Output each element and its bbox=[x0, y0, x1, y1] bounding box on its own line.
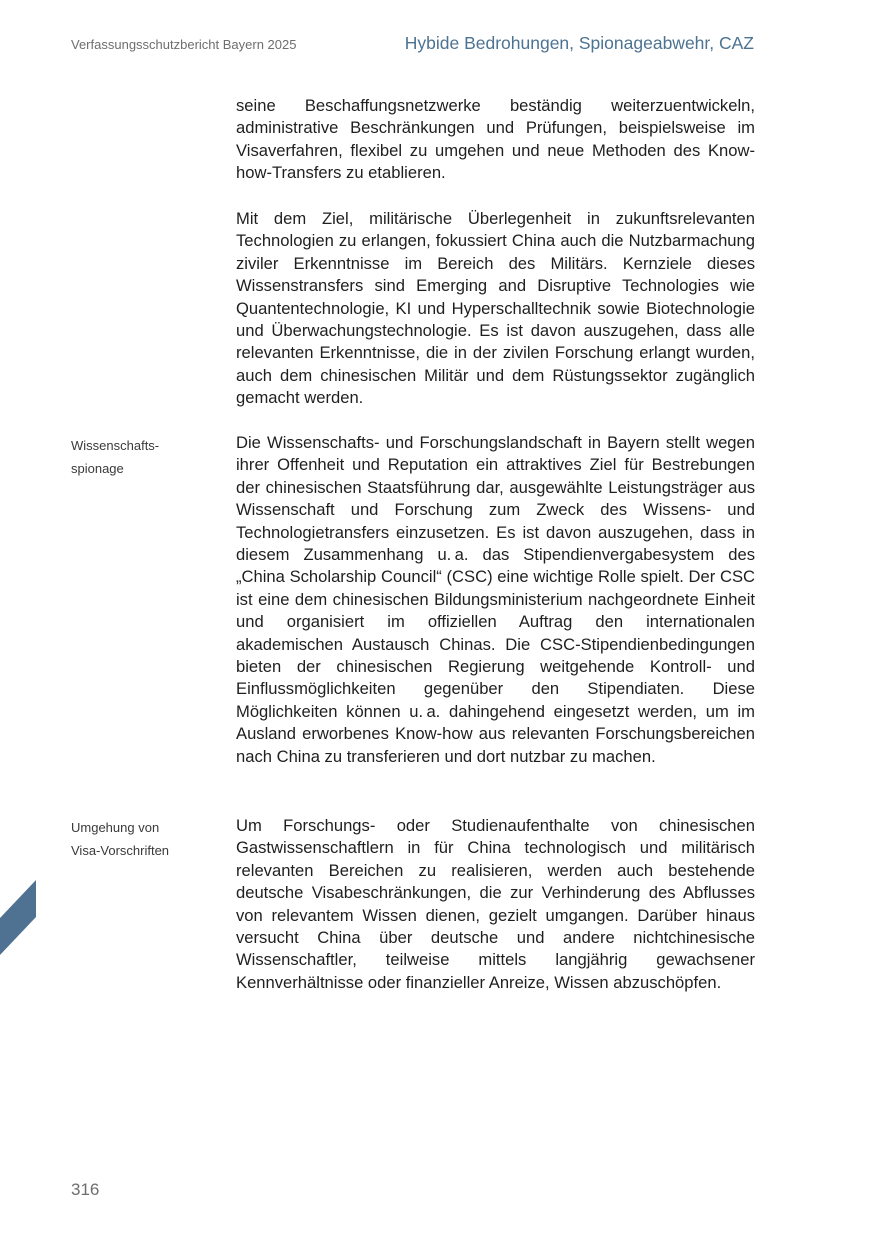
chapter-tab-marker bbox=[0, 880, 36, 955]
page-number: 316 bbox=[71, 1180, 100, 1199]
paragraph-military-goals bbox=[236, 208, 755, 410]
margin-label-line: Wissenschafts- bbox=[71, 438, 160, 453]
paragraph-text: seine Beschaffungsnetzwerke beständig weiterzuentwickeln, administrative Beschränkungen und Prüfungen, beispielsweise im Visaverfahren, flexibel zu umgehen und neue Methoden des Know-how-Transfers zu etablieren. bbox=[236, 96, 755, 183]
report-title: Verfassungsschutzbericht Bayern 2025 bbox=[71, 37, 297, 52]
section-title: Hybide Bedrohungen, Spionageabwehr, CAZ bbox=[404, 33, 754, 53]
margin-label-visa-circumvention bbox=[71, 816, 221, 862]
paragraph-text: Mit dem Ziel, militärische Überlegenheit in zukunftsrelevanten Technologien zu erlangen, fokussiert China auch die Nutzbarmachung ziviler Erkenntnisse im Bereich des Militärs. Kernziele dieses Wissenstransfers sind Emerging and Disruptive Technologies wie Quantentechnologie, KI und Hyperschalltechnik sowie Biotechnologie und Überwachungstechnologie. Es ist davon auszugehen, dass alle relevanten Erkenntnisse, die in der zivilen Forschung erlangt wurden, auch dem chinesischen Militär und dem Rüstungssektor zugänglich gemacht werden. bbox=[236, 209, 755, 408]
paragraph-visa-circumvention bbox=[236, 815, 755, 994]
paragraph-science-espionage bbox=[236, 432, 755, 768]
margin-label-line: spionage bbox=[71, 461, 124, 476]
margin-label-line: Umgehung von bbox=[71, 820, 160, 835]
chapter-tab-shape bbox=[0, 880, 36, 955]
margin-label-line: Visa-Vorschriften bbox=[71, 843, 170, 858]
paragraph-text: Die Wissenschafts- und Forschungslandschaft in Bayern stellt wegen ihrer Offenheit und Reputation ein attraktives Ziel für Bestrebungen der chinesischen Staatsführung dar, ausgewählte Leistungsträger aus Wissenschaft und Forschung zum Zweck des Wissens- und Technologietransfers einzusetzen. Es ist davon auszugehen, dass in diesem Zusammenhang u. a. das Stipendienvergabesystem des „China Scholarship Council“ (CSC) eine wichtige Rolle spielt. Der CSC ist eine dem chinesischen Bildungsministerium nachgeordnete Einheit und organisiert im offiziellen Auftrag den internationalen akademischen Austausch Chinas. Die CSC-Stipendienbedingungen bieten der chinesischen Regierung weitgehende Kontroll- und Einflussmöglichkeiten gegenüber den Stipendiaten. Diese Möglichkeiten können u. a. dahingehend eingesetzt werden, um im Ausland erworbenes Know-how aus relevanten Forschungsbereichen nach China zu transferieren und dort nutzbar zu machen. bbox=[236, 433, 755, 766]
paragraph-text: Um Forschungs- oder Studienaufenthalte von chinesischen Gastwissenschaftlern in für China technologisch und militärisch relevanten Bereichen zu realisieren, werden auch bestehende deutsche Visabeschränkungen, die zur Verhinderung des Abflusses von relevantem Wissen dienen, gezielt umgangen. Darüber hinaus versucht China über deutsche und andere nichtchinesische Wissenschaftler, teilweise mittels langjährig gewachsener Kennverhältnisse oder finanzieller Anreize, Wissen abzuschöpfen. bbox=[236, 816, 755, 992]
paragraph-intro bbox=[236, 95, 755, 185]
margin-label-science-espionage bbox=[71, 434, 221, 480]
